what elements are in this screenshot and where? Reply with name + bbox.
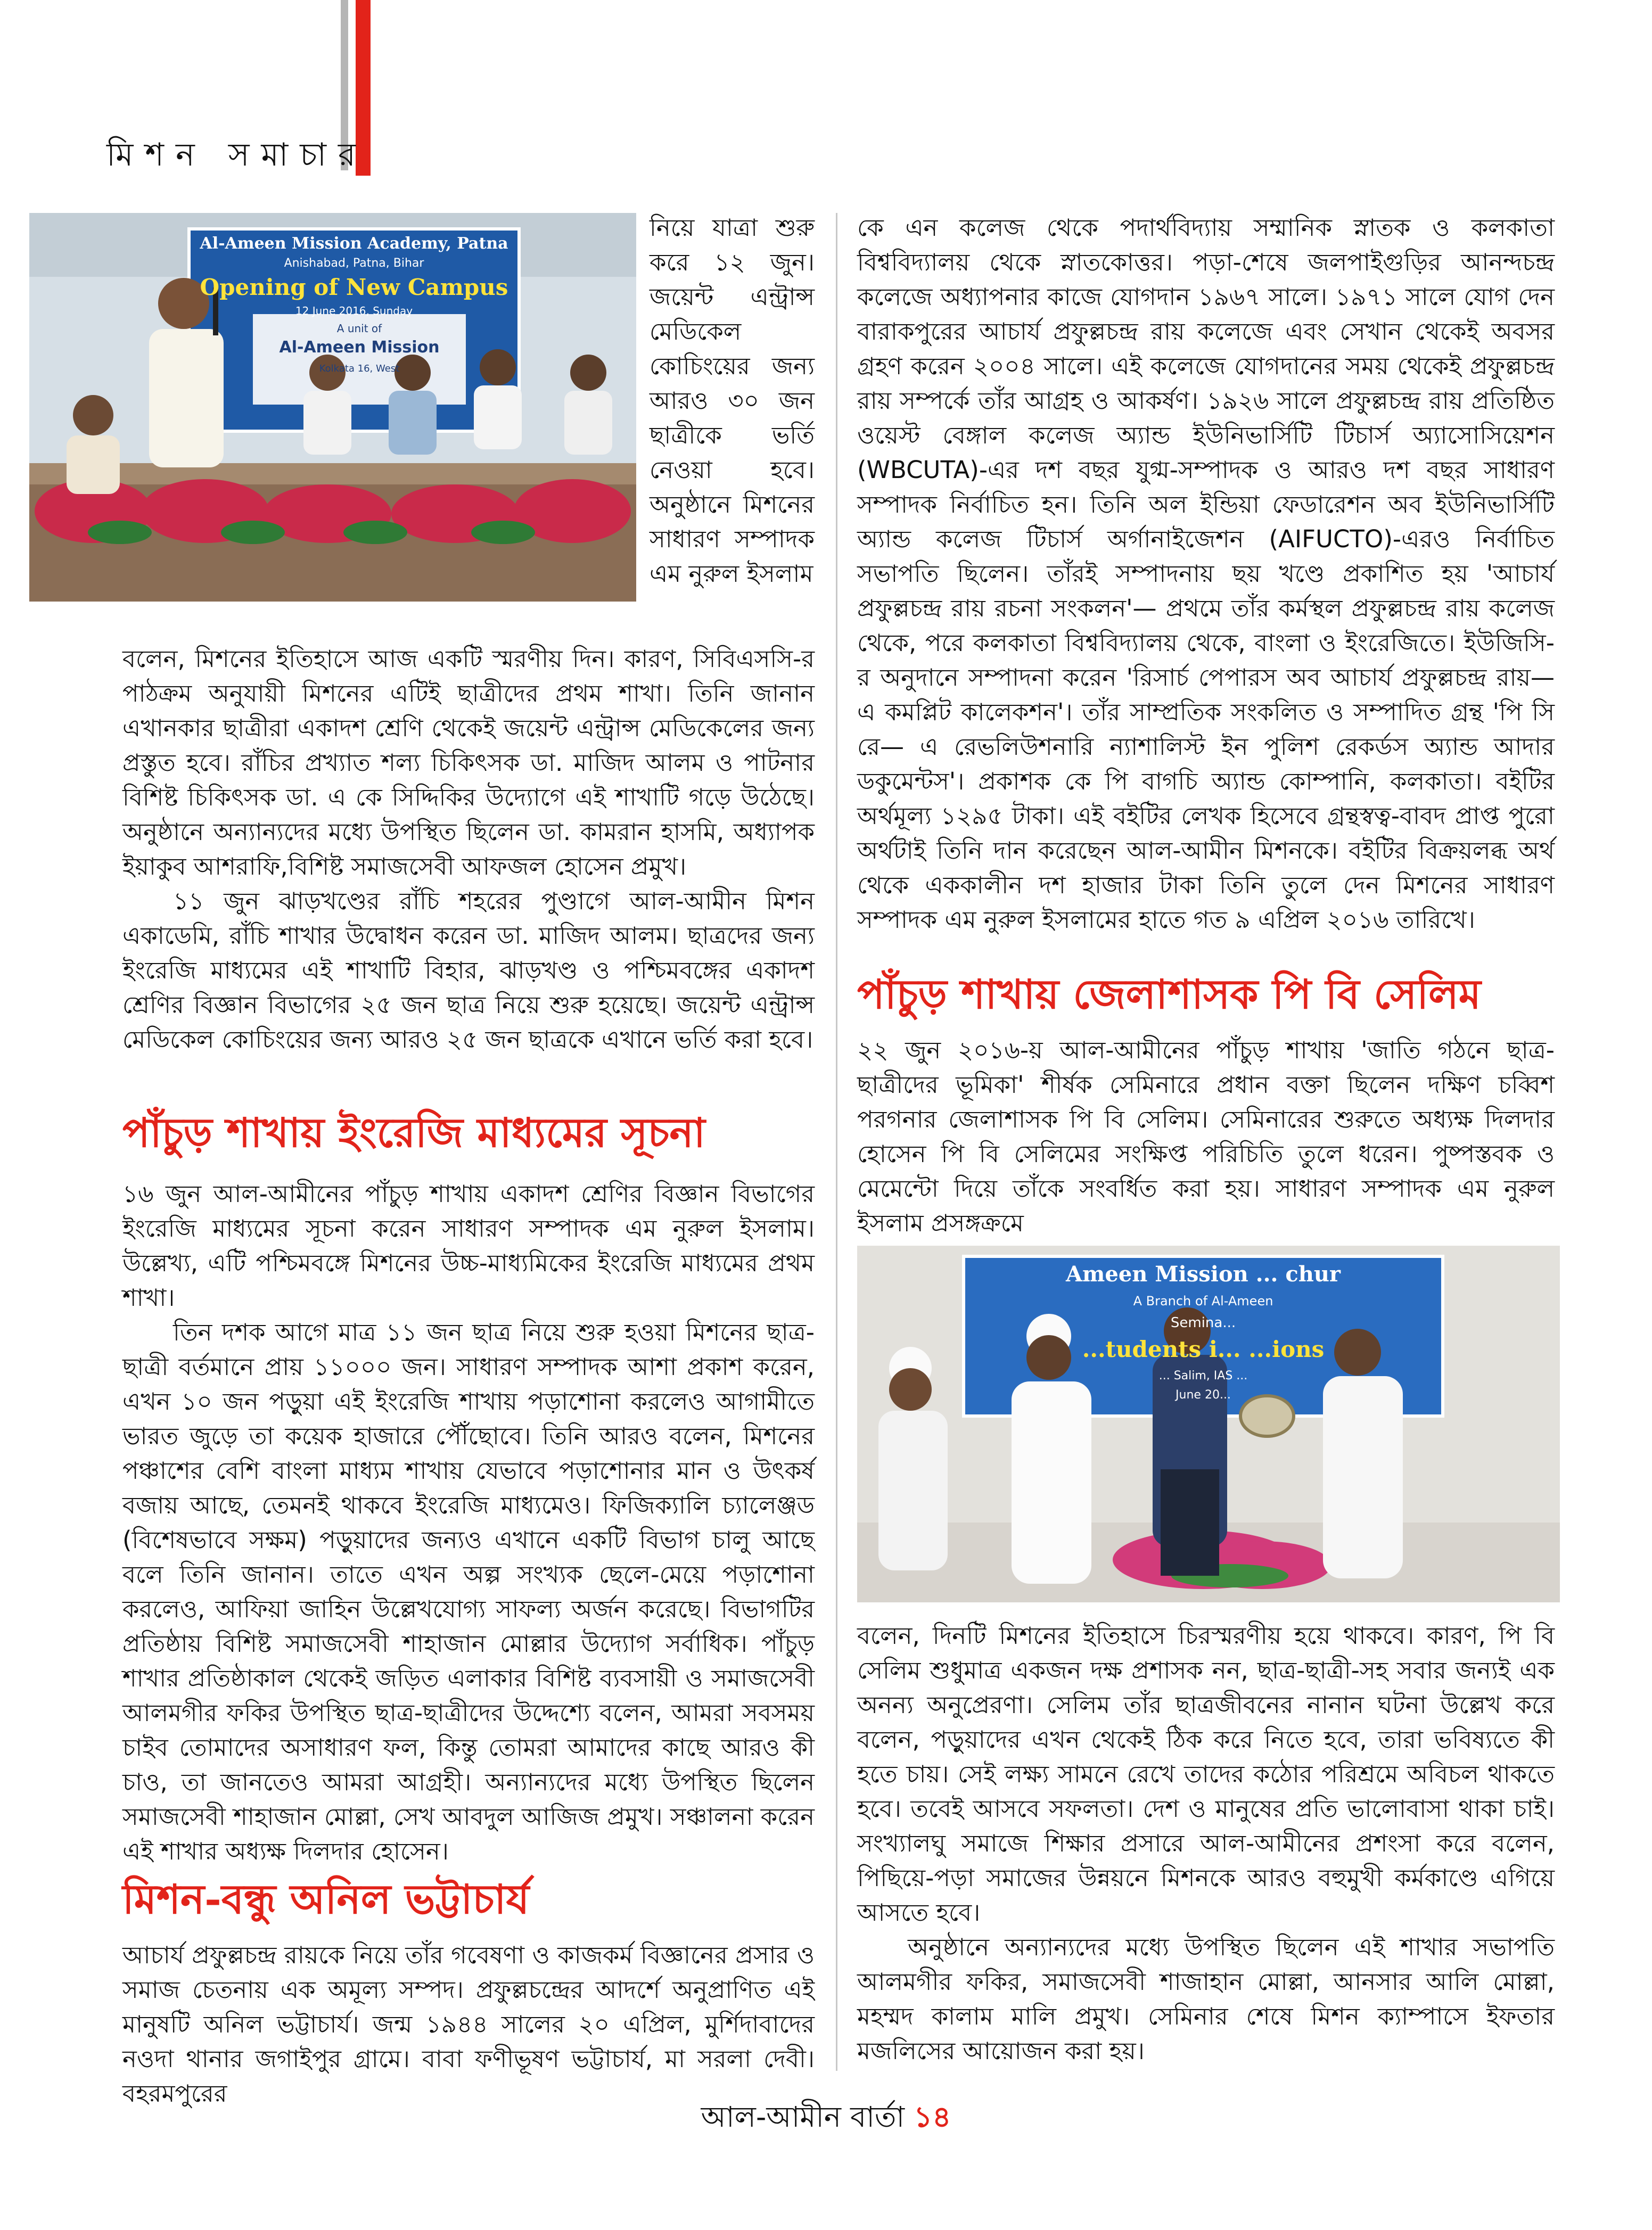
section-label: মিশন সমাচার <box>106 136 368 174</box>
seminar-banner-branch: A Branch of Al-Ameen <box>1133 1294 1273 1309</box>
banner-address: Anishabad, Patna, Bihar <box>284 257 424 270</box>
article4-body-bottom <box>857 1618 1555 2068</box>
banner-unit: A unit of <box>336 322 382 335</box>
article1-narrow-text <box>650 210 815 591</box>
article3-paragraph-2: কে এন কলেজ থেকে পদার্থবিদ্যায় সম্মানিক স্নাতক ও কলকাতা বিশ্ববিদ্যালয় থেকে স্নাতকোত্তর। পড়া-শেষে জলপাইগুড়ির আনন্দচন্দ্র কলেজে অধ্যাপনার কাজে যোগদান ১৯৬৭ সালে। ১৯৭১ সালে যোগ দেন বারাকপুরের আচার্য প্রফুল্লচন্দ্র রায় কলেজে এবং সেখান থেকেই অবসর গ্রহণ করেন ২০০৪ সালে। এই কলেজে যোগদানের সময় থেকেই প্রফুল্লচন্দ্র রায় সম্পর্কে তাঁর আগ্রহ ও আকর্ষণ। ১৯২৬ সালে প্রফুল্লচন্দ্র রায় প্রতিষ্ঠিত ওয়েস্ট বেঙ্গাল কলেজ অ্যান্ড ইউনিভার্সিটি টিচার্স অ্যাসোসিয়েশন (WBCUTA)-এর দশ বছর যুগ্ম-সম্পাদক ও আরও দশ বছর সাধারণ সম্পাদক নির্বাচিত হন। তিনি অল ইন্ডিয়া ফেডারেশন অব ইউনিভার্সিটি অ্যান্ড কলেজ টিচার্স অর্গানাইজেশন (AIFUCTO)-এরও নির্বাচিত সভাপতি ছিলেন। তাঁরই সম্পাদনায় ছয় খণ্ডে প্রকাশিত হয় 'আচার্য প্রফুল্লচন্দ্র রায় রচনা সংকলন'— প্রথমে তাঁর কর্মস্থল প্রফুল্লচন্দ্র রায় কলেজ থেকে, পরে কলকাতা বিশ্ববিদ্যালয় থেকে, বাংলা ও ইংরেজিতে। ইউজিসি-র অনুদানে সম্পাদনা করেন 'রিসার্চ পেপারস অব আচার্য প্রফুল্লচন্দ্র রায়— এ কমপ্লিট কালেকশন'। তাঁর সাম্প্রতিক সংকলিত ও সম্পাদিত গ্রন্থ 'পি সি রে— এ রেভলিউশনারি ন্যাশালিস্ট ইন পুলিশ রেকর্ডস অ্যান্ড আদার ডকুমেন্টস'। প্রকাশক কে পি বাগচি অ্যান্ড কোম্পানি, কলকাতা। বইটির অর্থমূল্য ১২৯৫ টাকা। এই বইটির লেখক হিসেবে গ্রন্থস্বত্ব-বাবদ প্রাপ্ত পুরো অর্থটাই তিনি দান করেছেন আল-আমীন মিশনকে। বইটির বিক্রয়লব্ধ অর্থ থেকে এককালীন দশ হাজার টাকা তিনি তুলে দেন মিশনের সাধারণ সম্পাদক এম নুরুল ইসলামের হাতে গত ৯ এপ্রিল ২০১৬ তারিখে। <box>857 213 1555 934</box>
photo-patna-illustration <box>29 213 636 602</box>
banner-date: 12 June 2016, Sunday <box>295 305 413 317</box>
article3-paragraph-1: আচার্য প্রফুল্লচন্দ্র রায়কে নিয়ে তাঁর গবেষণা ও কাজকর্ম বিজ্ঞানের প্রসার ও সমাজ চেতনায় এক অমূল্য সম্পদ। প্রফুল্লচন্দ্রের আদর্শে অনুপ্রাণিত এই মানুষটি অনিল ভট্টাচার্য। জন্ম ১৯৪৪ সালের ২০ এপ্রিল, মুর্শিদাবাদের নওদা থানার জগাইপুর গ্রামে। বাবা ফণীভূষণ ভট্টাচার্য, মা সরলা দেবী। বহরমপুরের <box>122 1941 815 2108</box>
article4-paragraph-2: বলেন, দিনটি মিশনের ইতিহাসে চিরস্মরণীয় হয়ে থাকবে। কারণ, পি বি সেলিম শুধুমাত্র একজন দক্ষ প্রশাসক নন, ছাত্র-ছাত্রী-সহ সবার জন্যই এক অনন্য অনুপ্রেরণা। সেলিম তাঁর ছাত্রজীবনের নানান ঘটনা উল্লেখ করে বলেন, পড়ুয়াদের এখন থেকেই ঠিক করে নিতে হবে, তারা ভবিষ্যতে কী হতে চায়। সেই লক্ষ্য সামনে রেখে তাদের কঠোর পরিশ্রমে অবিচল থাকতে হবে। তবেই আসবে সফলতা। দেশ ও মানুষের প্রতি ভালোবাসা থাকা চাই। সংখ্যালঘু সমাজে শিক্ষার প্রসারে আল-আমীনের প্রশংসা করে বলেন, পিছিয়ে-পড়া সমাজের উন্নয়নে মিশনকে আরও বহুমুখী কর্মকাণ্ডে এগিয়ে আসতে হবে। <box>857 1622 1555 1927</box>
article3-body-right <box>857 210 1555 937</box>
article1-narrow-paragraph: নিয়ে যাত্রা শুরু করে ১২ জুন। জয়েন্ট এন্ট্রান্স মেডিকেল কোচিংয়ের জন্য আরও ৩০ জন ছাত্রীকে ভর্তি নেওয়া হবে। অনুষ্ঠানে মিশনের সাধারণ সম্পাদক এম নুরুল ইসলাম <box>650 213 815 588</box>
seminar-banner-topic: ...tudents i... ...ions <box>1082 1336 1325 1362</box>
article2-paragraph-2: তিন দশক আগে মাত্র ১১ জন ছাত্র নিয়ে শুরু হওয়া মিশনের ছাত্র-ছাত্রী বর্তমানে প্রায় ১১০০০ জন। সাধারণ সম্পাদক আশা প্রকাশ করেন, এখন ১০ জন পড়ুয়া এই ইংরেজি শাখায় পড়াশোনা করলেও আগামীতে ভারত জুড়ে তা কয়েক হাজারে পৌঁছোবে। তিনি আরও বলেন, মিশনের পঞ্চাশের বেশি বাংলা মাধ্যম শাখায় যেভাবে পড়াশোনার মান ও উৎকর্ষ বজায় আছে, তেমনই থাকবে ইংরেজি মাধ্যমেও। ফিজিক্যালি চ্যালেঞ্জড (বিশেষভাবে সক্ষম) পড়ুয়াদের জন্যও এখানে একটি বিভাগ চালু আছে বলে তিনি জানান। তাতে এখন অল্প সংখ্যক ছেলে-মেয়ে পড়াশোনা করলেও, আফিয়া জাহিন উল্লেখযোগ্য সাফল্য অর্জন করেছে। বিভাগটির প্রতিষ্ঠায় বিশিষ্ট সমাজসেবী শাহাজান মোল্লার উদ্যোগ সর্বাধিক। পাঁচুড় শাখার প্রতিষ্ঠাকাল থেকেই জড়িত এলাকার বিশিষ্ট ব্যবসায়ী ও সমাজসেবী আলমগীর ফকির উপস্থিত ছাত্র-ছাত্রীদের উদ্দেশ্যে বলেন, আমরা সবসময় চাইব তোমাদের অসাধারণ ফল, কিন্তু তোমরা আমাদের কাছে আরও কী চাও, তা জানতেও আমরা আগ্রহী। অন্যান্যদের মধ্যে উপস্থিত ছিলেন সমাজসেবী শাহাজান মোল্লা, সেখ আবদুল আজিজ প্রমুখ। সঞ্চালনা করেন এই শাখার অধ্যক্ষ দিলদার হোসেন। <box>122 1318 815 1865</box>
article3-body-left <box>122 1938 815 2111</box>
magazine-name: আল-আমীন বার্তা <box>701 2100 905 2134</box>
article1-body <box>122 641 815 1057</box>
seminar-banner-guest: ... Salim, IAS ... <box>1158 1369 1248 1383</box>
article1-paragraph-1: বলেন, মিশনের ইতিহাসে আজ একটি স্মরণীয় দিন। কারণ, সিবিএসসি-র পাঠক্রম অনুযায়ী মিশনের এটিই ছাত্রীদের প্রথম শাখা। তিনি জানান এখানকার ছাত্রীরা একাদশ শ্রেণি থেকেই জয়েন্ট এন্ট্রান্স মেডিকেলের জন্য প্রস্তুত হবে। রাঁচির প্রখ্যাত শল্য চিকিৎসক ডা. মাজিদ আলম ও পাটনার বিশিষ্ট চিকিৎসক ডা. এ কে সিদ্দিকির উদ্যোগে এই শাখাটি গড়ে উঠেছে। অনুষ্ঠানে অন্যান্যদের মধ্যে উপস্থিত ছিলেন ডা. কামরান হাসমি, অধ্যাপক ইয়াকুব আশরাফি,বিশিষ্ট সমাজসেবী আফজল হোসেন প্রমুখ। <box>122 645 815 881</box>
seminar-banner-label: Semina... <box>1170 1315 1236 1331</box>
banner-event: Opening of New Campus <box>200 274 508 300</box>
seminar-banner-title: Ameen Mission ... chur <box>1066 1262 1341 1287</box>
article2-heading: পাঁচুড় শাখায় ইংরেজি মাধ্যমের সূচনা <box>122 1109 705 1156</box>
seminar-banner-year: June 20... <box>1176 1388 1231 1402</box>
page-number: ১৪ <box>914 2100 951 2134</box>
article4-heading: পাঁচুড় শাখায় জেলাশাসক পি বি সেলিম <box>857 970 1481 1018</box>
banner-mission: Al-Ameen Mission <box>279 338 440 357</box>
article4-paragraph-3: অনুষ্ঠানে অন্যান্যদের মধ্যে উপস্থিত ছিলেন এই শাখার সভাপতি আলমগীর ফকির, সমাজসেবী শাজাহান মোল্লা, আনসার আলি মোল্লা, মহম্মদ কালাম মালি প্রমুখ। সেমিনার শেষে মিশন ক্যাম্পাসে ইফতার মজলিসের আয়োজন করা হয়। <box>857 1933 1555 2065</box>
page-footer <box>0 2095 1652 2143</box>
banner-title: Al-Ameen Mission Academy, Patna <box>200 234 508 253</box>
column-divider <box>836 213 837 2071</box>
banner-city: Kolkata 16, West <box>319 363 400 374</box>
photo-panchur-seminar <box>857 1246 1560 1602</box>
article2-body <box>122 1176 815 1869</box>
article2-paragraph-1: ১৬ জুন আল-আমীনের পাঁচুড় শাখায় একাদশ শ্রেণির বিজ্ঞান বিভাগের ইংরেজি মাধ্যমের সূচনা করেন সাধারণ সম্পাদক এম নুরুল ইসলাম। উল্লেখ্য, এটি পশ্চিমবঙ্গে মিশনের উচ্চ-মাধ্যমিকের ইংরেজি মাধ্যমের প্রথম শাখা। <box>122 1180 815 1312</box>
article4-body-top <box>857 1033 1555 1240</box>
article4-paragraph-1: ২২ জুন ২০১৬-য় আল-আমীনের পাঁচুড় শাখায় 'জাতি গঠনে ছাত্র-ছাত্রীদের ভূমিকা' শীর্ষক সেমিনারে প্রধান বক্তা ছিলেন দক্ষিণ চব্বিশ পরগনার জেলাশাসক পি বি সেলিম। সেমিনারের শুরুতে অধ্যক্ষ দিলদার হোসেন পি বি সেলিমের সংক্ষিপ্ত পরিচিতি তুলে ধরেন। পুষ্পস্তবক ও মেমেন্টো দিয়ে তাঁকে সংবর্ধিত করা হয়। সাধারণ সম্পাদক এম নুরুল ইসলাম প্রসঙ্গক্রমে <box>857 1036 1555 1237</box>
photo-patna-campus-opening <box>29 213 636 602</box>
article1-paragraph-2: ১১ জুন ঝাড়খণ্ডের রাঁচি শহরের পুণ্ডাগে আল-আমীন মিশন একাডেমি, রাঁচি শাখার উদ্বোধন করেন ডা. মাজিদ আলম। ছাত্রদের জন্য ইংরেজি মাধ্যমের এই শাখাটি বিহার, ঝাড়খণ্ড ও পশ্চিমবঙ্গের একাদশ শ্রেণির বিজ্ঞান বিভাগের ২৫ জন ছাত্র নিয়ে শুরু হয়েছে। জয়েন্ট এন্ট্রান্স মেডিকেল কোচিংয়ের জন্য আরও ২৫ জন ছাত্রকে এখানে ভর্তি করা হবে। <box>122 887 815 1054</box>
article3-heading: মিশন-বন্ধু অনিল ভট্টাচার্য <box>122 1875 530 1923</box>
